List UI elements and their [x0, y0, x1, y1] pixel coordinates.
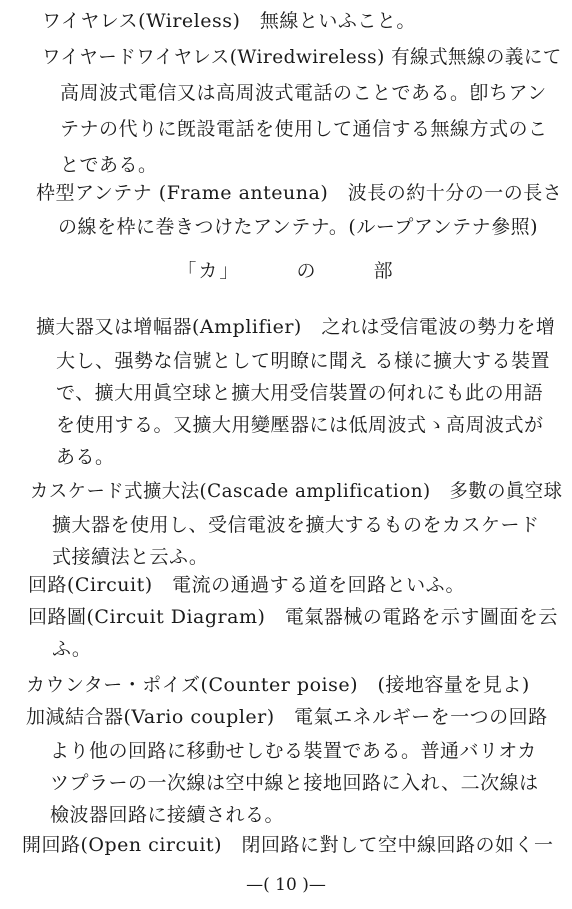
entry-wiredwireless-line-2: 高周波式電信又は高周波式電話のことである。卽ちアン: [60, 82, 547, 104]
entry-vario-coupler-line-3: ツプラーの一次線は空中線と接地回路に入れ、二次線は: [50, 772, 539, 794]
entry-cascade-line-1: カスケード式擴大法(Cascade amplification) 多數の眞空球: [30, 480, 563, 502]
page-number: —( 10 )—: [246, 875, 326, 895]
entry-wiredwireless-line-4: とである。: [60, 154, 158, 176]
entry-frame-antenna-line-2: の線を枠に巻きつけたアンテナ。(ループアンテナ參照): [58, 216, 539, 238]
entry-counterpoise-line-1: カウンター・ポイズ(Counter poise) (接地容量を見よ): [26, 674, 530, 696]
entry-wiredwireless-line-3: テナの代りに旣設電話を使用して通信する無線方式のこ: [60, 118, 548, 140]
entry-frame-antenna-line-1: 枠型アンテナ (Frame anteuna) 波長の約十分の一の長さ: [36, 182, 563, 204]
entry-open-circuit-line-1: 開回路(Open circuit) 閉回路に對して空中線回路の如く一: [22, 834, 554, 856]
entry-vario-coupler-line-2: より他の回路に移動せしむる裝置である。普通バリオカ: [50, 740, 537, 762]
section-heading-kana: 「カ」: [177, 260, 241, 282]
entry-circuit-line-1: 回路(Circuit) 電流の通過する道を回路といふ。: [28, 574, 465, 596]
entry-cascade-line-3: 式接續法と云ふ。: [52, 546, 209, 568]
entry-amplifier-line-3: で、擴大用眞空球と擴大用受信裝置の何れにも此の用語: [56, 382, 544, 404]
entry-amplifier-line-5: ある。: [56, 446, 115, 468]
entry-amplifier-line-1: 擴大器又は增幅器(Amplifier) 之れは受信電波の勢力を增: [36, 316, 556, 338]
entry-wiredwireless-line-1: ワイヤードワイヤレス(Wiredwireless) 有線式無線の義にて: [42, 46, 562, 68]
entry-vario-coupler-line-1: 加減結合器(Vario coupler) 電氣エネルギーを一つの回路: [26, 706, 548, 728]
entry-amplifier-line-2: 大し、强勢な信號として明瞭に聞え る様に擴大する裝置: [56, 350, 551, 372]
entry-cascade-line-2: 擴大器を使用し、受信電波を擴大するものをカスケード: [52, 514, 540, 536]
section-heading: [0, 258, 572, 284]
section-heading-label: 部: [373, 260, 395, 282]
entry-vario-coupler-line-4: 檢波器回路に接續される。: [50, 804, 285, 826]
entry-circuit-diagram-line-1: 回路圖(Circuit Diagram) 電氣器械の電路を示す圖面を云: [28, 606, 558, 628]
entry-wireless-line-1: ワイヤレス(Wireless) 無線といふこと。: [42, 10, 416, 32]
entry-amplifier-line-4: を使用する。又擴大用變壓器には低周波式ゝ高周波式が: [56, 414, 544, 436]
entry-circuit-diagram-line-2: ふ。: [52, 638, 92, 660]
section-heading-particle: の: [296, 260, 318, 282]
